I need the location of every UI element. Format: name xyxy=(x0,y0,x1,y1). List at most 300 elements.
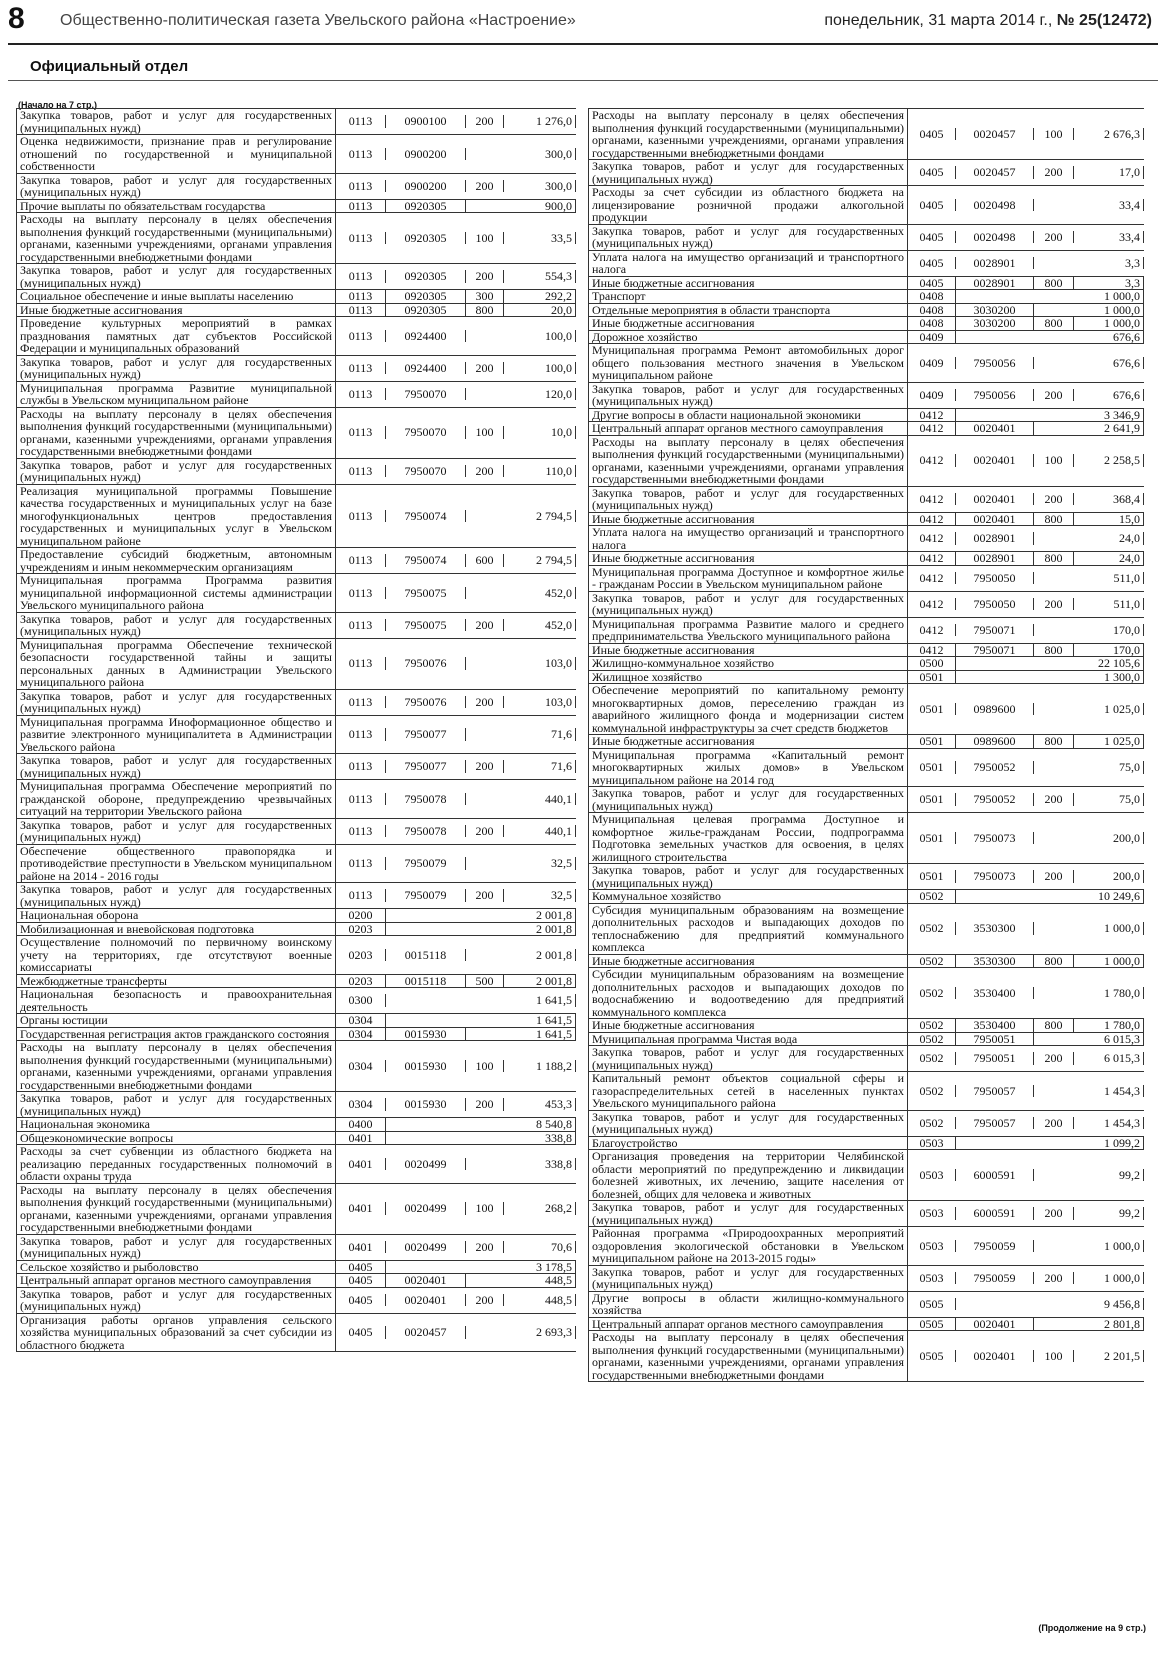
row-code: 0405 xyxy=(908,199,956,212)
row-code: 0113 xyxy=(336,200,386,213)
row-code: 0502 xyxy=(908,1117,956,1130)
table-row xyxy=(16,936,576,975)
row-code: 0405 xyxy=(908,231,956,244)
row-target: 3030200 xyxy=(956,317,1034,330)
table-row xyxy=(588,108,1144,160)
row-target: 7950077 xyxy=(386,728,466,741)
row-target: 0020401 xyxy=(956,1318,1034,1331)
table-row xyxy=(16,1041,576,1092)
row-code: 0501 xyxy=(908,735,956,748)
row-target: 7950052 xyxy=(956,793,1034,806)
row-target: 0015930 xyxy=(386,1098,466,1111)
row-amount: 1 000,0 xyxy=(1074,290,1144,303)
row-amount: 2 676,3 xyxy=(1074,128,1144,141)
row-name: Иные бюджетные ассигнования xyxy=(588,277,908,290)
row-name: Закупка товаров, работ и услуг для государственных (муниципальных нужд) xyxy=(16,1092,336,1117)
table-row xyxy=(16,975,576,989)
row-amount: 1 454,3 xyxy=(1074,1085,1144,1098)
row-name: Мобилизационная и вневойсковая подготовка xyxy=(16,923,336,936)
row-amount: 75,0 xyxy=(1074,793,1144,806)
row-name: Коммунальное хозяйство xyxy=(588,890,908,903)
row-name: Обеспечение мероприятий по капитальному ремонту многоквартирных домов, переселению граждан из аварийного жилищного фонда и модернизации систем коммунальной инфраструктуры за счет средств бюджетов xyxy=(588,684,908,734)
row-amount: 1 025,0 xyxy=(1074,735,1144,748)
table-row xyxy=(588,1318,1144,1332)
row-vr: 200 xyxy=(1034,1052,1074,1065)
row-name: Закупка товаров, работ и услуг для государственных (муниципальных нужд) xyxy=(588,787,908,812)
row-amount: 338,8 xyxy=(504,1132,576,1145)
row-target: 7950074 xyxy=(386,554,466,567)
row-name: Отдельные мероприятия в области транспорта xyxy=(588,304,908,317)
row-target: 7950079 xyxy=(386,889,466,902)
row-name: Закупка товаров, работ и услуг для государственных (муниципальных нужд) xyxy=(588,864,908,889)
row-code: 0113 xyxy=(336,180,386,193)
row-target: 0020499 xyxy=(386,1241,466,1254)
row-target: 7950076 xyxy=(386,657,466,670)
row-amount: 1 025,0 xyxy=(1074,703,1144,716)
table-row xyxy=(588,684,1144,735)
row-code: 0501 xyxy=(908,832,956,845)
row-name: Муниципальная программа Ремонт автомобильных дорог общего пользования местного значения в Увельском муниципальном районе xyxy=(588,344,908,382)
table-row xyxy=(16,1274,576,1288)
row-amount: 2 794,5 xyxy=(504,554,576,567)
row-amount: 32,5 xyxy=(504,857,576,870)
table-row xyxy=(16,408,576,459)
row-name: Иные бюджетные ассигнования xyxy=(588,735,908,748)
row-code: 0304 xyxy=(336,1014,386,1027)
table-row xyxy=(588,1266,1144,1292)
table-row xyxy=(16,264,576,290)
row-name: Предоставление субсидий бюджетным, автономным учреждениям и иным некоммерческим организациям xyxy=(16,548,336,573)
row-name: Организация работы органов управления сельского хозяйства муниципальных образований за счет субсидии из областного бюджета xyxy=(16,1314,336,1352)
row-code: 0405 xyxy=(336,1294,386,1307)
row-amount: 448,5 xyxy=(504,1294,576,1307)
row-name: Расходы на выплату персоналу в целях обеспечения выполнения функций государственными (муниципальными) органами, казенными учреждениями, органами управления государственными внебюджетными фондами xyxy=(588,109,908,159)
row-name: Общеэкономические вопросы xyxy=(16,1132,336,1145)
row-name: Иные бюджетные ассигнования xyxy=(588,552,908,565)
row-code: 0113 xyxy=(336,793,386,806)
row-amount: 900,0 xyxy=(504,200,576,213)
row-vr: 200 xyxy=(466,825,504,838)
row-vr: 800 xyxy=(1034,735,1074,748)
row-amount: 33,4 xyxy=(1074,199,1144,212)
table-row xyxy=(588,251,1144,277)
row-amount: 452,0 xyxy=(504,619,576,632)
table-row xyxy=(16,213,576,264)
row-name: Организация проведения на территории Челябинской области мероприятий по предупреждению и ликвидации болезней животных, их лечению, защите населения от болезней, общих для человека и животных xyxy=(588,1150,908,1200)
row-code: 0113 xyxy=(336,587,386,600)
row-name: Муниципальная программа Программа развития муниципальной информационной системы администрации Увельского муниципального района xyxy=(16,574,336,612)
row-amount: 24,0 xyxy=(1074,532,1144,545)
table-row xyxy=(16,200,576,214)
row-target: 3530300 xyxy=(956,955,1034,968)
issue-date xyxy=(824,12,1152,30)
row-amount: 70,6 xyxy=(504,1241,576,1254)
row-target: 0020401 xyxy=(956,1350,1034,1363)
row-code: 0502 xyxy=(908,1085,956,1098)
row-name: Закупка товаров, работ и услуг для государственных (муниципальных нужд) xyxy=(16,1235,336,1260)
row-name: Дорожное хозяйство xyxy=(588,331,908,344)
row-target: 7950051 xyxy=(956,1052,1034,1065)
row-name: Расходы за счет субсидии из областного бюджета на лицензирование розничной продажи алкогольной продукции xyxy=(588,186,908,224)
row-target: 0020401 xyxy=(956,422,1034,435)
table-row xyxy=(16,135,576,174)
row-amount: 2 201,5 xyxy=(1074,1350,1144,1363)
row-code: 0412 xyxy=(908,572,956,585)
table-row xyxy=(588,566,1144,592)
row-name: Социальное обеспечение и иные выплаты населению xyxy=(16,290,336,303)
row-name: Капитальный ремонт объектов социальной сферы и газораспределительных сетей в населенных пунктах Увельского муниципального района xyxy=(588,1072,908,1110)
row-target: 7950070 xyxy=(386,388,466,401)
row-name: Благоустройство xyxy=(588,1137,908,1150)
row-code: 0400 xyxy=(336,1118,386,1131)
row-code: 0401 xyxy=(336,1241,386,1254)
row-amount: 170,0 xyxy=(1074,644,1144,657)
row-name: Закупка товаров, работ и услуг для государственных (муниципальных нужд) xyxy=(588,383,908,408)
table-row xyxy=(16,574,576,613)
row-amount: 1 300,0 xyxy=(1074,671,1144,684)
row-target: 7950078 xyxy=(386,793,466,806)
row-name: Закупка товаров, работ и услуг для государственных (муниципальных нужд) xyxy=(16,174,336,199)
row-target: 0028901 xyxy=(956,277,1034,290)
row-vr: 800 xyxy=(1034,644,1074,657)
row-amount: 71,6 xyxy=(504,728,576,741)
row-name: Муниципальная целевая программа Доступное и комфортное жилье-гражданам России, подпрограмма Подготовка земельных участков для освоения, в целях жилищного строительства xyxy=(588,813,908,863)
row-name: Национальная безопасность и правоохранительная деятельность xyxy=(16,988,336,1013)
row-code: 0505 xyxy=(908,1298,956,1311)
continued-on-note: (Продолжение на 9 стр.) xyxy=(1038,1623,1146,1633)
table-row xyxy=(16,459,576,485)
table-row xyxy=(588,1227,1144,1266)
row-amount: 3 346,9 xyxy=(1074,409,1144,422)
row-amount: 3,3 xyxy=(1074,277,1144,290)
row-code: 0412 xyxy=(908,624,956,637)
row-name: Центральный аппарат органов местного самоуправления xyxy=(588,422,908,435)
row-amount: 300,0 xyxy=(504,148,576,161)
row-vr: 200 xyxy=(466,760,504,773)
row-code: 0203 xyxy=(336,949,386,962)
table-row xyxy=(16,883,576,909)
row-code: 0113 xyxy=(336,510,386,523)
row-code: 0401 xyxy=(336,1132,386,1145)
table-row xyxy=(588,331,1144,345)
row-amount: 75,0 xyxy=(1074,761,1144,774)
row-vr: 200 xyxy=(466,362,504,375)
row-amount: 554,3 xyxy=(504,270,576,283)
row-vr: 100 xyxy=(1034,1350,1074,1363)
row-vr: 300 xyxy=(466,290,504,303)
row-code: 0304 xyxy=(336,1028,386,1041)
row-amount: 71,6 xyxy=(504,760,576,773)
table-row xyxy=(588,160,1144,186)
row-amount: 6 015,3 xyxy=(1074,1052,1144,1065)
row-target: 0020499 xyxy=(386,1202,466,1215)
row-amount: 2 801,8 xyxy=(1074,1318,1144,1331)
row-code: 0409 xyxy=(908,389,956,402)
table-row xyxy=(588,735,1144,749)
row-vr: 200 xyxy=(1034,1207,1074,1220)
row-code: 0502 xyxy=(908,987,956,1000)
table-row xyxy=(16,1145,576,1184)
row-code: 0304 xyxy=(336,1060,386,1073)
table-row xyxy=(588,552,1144,566)
row-code: 0203 xyxy=(336,975,386,988)
table-row xyxy=(16,1132,576,1146)
masthead xyxy=(0,0,1174,44)
row-code: 0113 xyxy=(336,115,386,128)
row-vr: 800 xyxy=(1034,317,1074,330)
table-row xyxy=(16,1092,576,1118)
row-amount: 33,5 xyxy=(504,232,576,245)
table-row xyxy=(16,1314,576,1353)
row-name: Закупка товаров, работ и услуг для государственных (муниципальных нужд) xyxy=(588,1111,908,1136)
row-vr: 100 xyxy=(466,1202,504,1215)
row-target: 7950052 xyxy=(956,761,1034,774)
row-target: 0920305 xyxy=(386,290,466,303)
row-amount: 1 641,5 xyxy=(504,1014,576,1027)
row-target: 0020457 xyxy=(956,166,1034,179)
row-name: Закупка товаров, работ и услуг для государственных (муниципальных нужд) xyxy=(16,356,336,381)
row-target: 0020498 xyxy=(956,199,1034,212)
row-name: Муниципальная программа Обеспечение технической безопасности государственной тайны и защиты персональных данных в Администрации Увельского муниципального района xyxy=(16,639,336,689)
newspaper-title: Общественно-политическая газета Увельского района «Настроение» xyxy=(60,12,576,29)
row-code: 0300 xyxy=(336,994,386,1007)
row-amount: 15,0 xyxy=(1074,513,1144,526)
row-name: Закупка товаров, работ и услуг для государственных (муниципальных нужд) xyxy=(588,592,908,617)
table-row xyxy=(588,186,1144,225)
row-name: Уплата налога на имущество организаций и транспортного налога xyxy=(588,526,908,551)
table-row xyxy=(588,657,1144,671)
row-code: 0304 xyxy=(336,1098,386,1111)
row-target: 0020457 xyxy=(386,1326,466,1339)
table-row xyxy=(16,108,576,135)
table-row xyxy=(588,1292,1144,1318)
row-code: 0405 xyxy=(336,1274,386,1287)
row-vr: 200 xyxy=(466,465,504,478)
row-code: 0502 xyxy=(908,1033,956,1046)
row-amount: 24,0 xyxy=(1074,552,1144,565)
budget-table-left xyxy=(16,108,576,1352)
row-name: Закупка товаров, работ и услуг для государственных (муниципальных нужд) xyxy=(588,1201,908,1226)
row-code: 0113 xyxy=(336,760,386,773)
table-row xyxy=(16,382,576,408)
row-code: 0113 xyxy=(336,148,386,161)
section-title: Официальный отдел xyxy=(30,58,189,75)
row-name: Закупка товаров, работ и услуг для государственных (муниципальных нужд) xyxy=(588,487,908,512)
row-target: 7950050 xyxy=(956,572,1034,585)
row-amount: 452,0 xyxy=(504,587,576,600)
row-vr: 800 xyxy=(1034,955,1074,968)
table-row xyxy=(16,1184,576,1235)
row-target: 3530400 xyxy=(956,1019,1034,1032)
row-amount: 3 178,5 xyxy=(504,1261,576,1274)
row-target: 7950073 xyxy=(956,870,1034,883)
row-vr: 200 xyxy=(466,1241,504,1254)
row-target: 0015930 xyxy=(386,1028,466,1041)
row-vr: 500 xyxy=(466,975,504,988)
table-row xyxy=(588,904,1144,955)
row-amount: 1 276,0 xyxy=(504,115,576,128)
row-target: 7950076 xyxy=(386,696,466,709)
row-code: 0502 xyxy=(908,1019,956,1032)
row-name: Муниципальная программа Развитие малого и среднего предпринимательства Увельского муниципального района xyxy=(588,618,908,643)
row-target: 7950056 xyxy=(956,357,1034,370)
table-row xyxy=(588,317,1144,331)
row-vr: 200 xyxy=(1034,870,1074,883)
table-row xyxy=(588,644,1144,658)
row-amount: 2 001,8 xyxy=(504,949,576,962)
row-amount: 440,1 xyxy=(504,793,576,806)
row-amount: 3,3 xyxy=(1074,257,1144,270)
row-vr: 200 xyxy=(466,696,504,709)
row-code: 0501 xyxy=(908,703,956,716)
table-row xyxy=(588,422,1144,436)
row-code: 0113 xyxy=(336,857,386,870)
row-target: 7950078 xyxy=(386,825,466,838)
row-name: Субсидия муниципальным образованиям на возмещение дополнительных расходов и выпадающих доходов по теплоснабжению для предприятий коммунального комплекса xyxy=(588,904,908,954)
row-code: 0408 xyxy=(908,290,956,303)
row-name: Центральный аппарат органов местного самоуправления xyxy=(588,1318,908,1331)
row-name: Закупка товаров, работ и услуг для государственных (муниципальных нужд) xyxy=(16,690,336,715)
table-row xyxy=(16,485,576,549)
row-target: 7950050 xyxy=(956,598,1034,611)
row-amount: 2 693,3 xyxy=(504,1326,576,1339)
row-amount: 1 780,0 xyxy=(1074,1019,1144,1032)
row-target: 0900100 xyxy=(386,115,466,128)
row-target: 7950077 xyxy=(386,760,466,773)
row-code: 0500 xyxy=(908,657,956,670)
row-name: Закупка товаров, работ и услуг для государственных (муниципальных нужд) xyxy=(16,754,336,779)
row-amount: 110,0 xyxy=(504,465,576,478)
table-row xyxy=(588,304,1144,318)
table-row xyxy=(16,923,576,937)
table-row xyxy=(16,909,576,923)
row-name: Расходы на выплату персоналу в целях обеспечения выполнения функций государственными (муниципальными) органами, казенными учреждениями, органами управления государственными внебюджетными фондами xyxy=(16,408,336,458)
row-amount: 2 001,8 xyxy=(504,975,576,988)
row-amount: 9 456,8 xyxy=(1074,1298,1144,1311)
row-name: Муниципальная программа Обеспечение мероприятий по гражданской обороне, предупреждению чрезвычайных ситуаций на территории Увельского района xyxy=(16,780,336,818)
row-name: Расходы на выплату персоналу в целях обеспечения выполнения функций государственными (муниципальными) органами, казенными учреждениями, органами управления государственными внебюджетными фондами xyxy=(16,213,336,263)
row-vr: 200 xyxy=(1034,1272,1074,1285)
table-row xyxy=(16,317,576,356)
row-vr: 200 xyxy=(466,115,504,128)
row-name: Расходы на выплату персоналу в целях обеспечения выполнения функций государственными (муниципальными) органами, казенными учреждениями, органами управления государственными внебюджетными фондами xyxy=(16,1184,336,1234)
row-target: 0920305 xyxy=(386,304,466,317)
row-code: 0409 xyxy=(908,357,956,370)
row-vr: 800 xyxy=(1034,1019,1074,1032)
row-amount: 2 641,9 xyxy=(1074,422,1144,435)
row-target: 7950071 xyxy=(956,644,1034,657)
row-code: 0503 xyxy=(908,1240,956,1253)
row-vr: 100 xyxy=(466,232,504,245)
table-row xyxy=(588,1201,1144,1227)
row-code: 0503 xyxy=(908,1272,956,1285)
row-vr: 600 xyxy=(466,554,504,567)
row-amount: 1 188,2 xyxy=(504,1060,576,1073)
row-code: 0412 xyxy=(908,409,956,422)
row-code: 0405 xyxy=(908,277,956,290)
row-target: 0989600 xyxy=(956,703,1034,716)
row-code: 0405 xyxy=(336,1326,386,1339)
row-vr: 800 xyxy=(1034,513,1074,526)
row-name: Органы юстиции xyxy=(16,1014,336,1027)
issue-number: № 25(12472) xyxy=(1056,12,1152,29)
row-code: 0502 xyxy=(908,955,956,968)
row-name: Муниципальная программа Доступное и комфортное жилье - гражданам России в Увельском муниципальном районе xyxy=(588,566,908,591)
row-name: Закупка товаров, работ и услуг для государственных (муниципальных нужд) xyxy=(16,613,336,638)
row-code: 0113 xyxy=(336,889,386,902)
row-name: Муниципальная программа Развитие муниципальной службы в Увельском муниципальном районе xyxy=(16,382,336,407)
row-vr: 800 xyxy=(1034,277,1074,290)
row-code: 0113 xyxy=(336,619,386,632)
row-name: Иные бюджетные ассигнования xyxy=(16,304,336,317)
row-target: 0028901 xyxy=(956,257,1034,270)
row-amount: 100,0 xyxy=(504,330,576,343)
row-name: Расходы за счет субвенции из областного бюджета на реализацию переданных государственных полномочий в области охраны труда xyxy=(16,1145,336,1183)
table-row xyxy=(588,1331,1144,1382)
row-amount: 511,0 xyxy=(1074,598,1144,611)
row-vr: 200 xyxy=(1034,389,1074,402)
row-amount: 1 000,0 xyxy=(1074,1272,1144,1285)
row-name: Закупка товаров, работ и услуг для государственных (муниципальных нужд) xyxy=(588,160,908,185)
row-target: 7950074 xyxy=(386,510,466,523)
row-name: Закупка товаров, работ и услуг для государственных (муниципальных нужд) xyxy=(588,1046,908,1071)
row-target: 7950075 xyxy=(386,619,466,632)
row-code: 0113 xyxy=(336,304,386,317)
row-amount: 1 641,5 xyxy=(504,1028,576,1041)
row-amount: 2 001,8 xyxy=(504,909,576,922)
row-target: 7950070 xyxy=(386,465,466,478)
row-amount: 10 249,6 xyxy=(1074,890,1144,903)
row-name: Закупка товаров, работ и услуг для государственных (муниципальных нужд) xyxy=(16,264,336,289)
masthead-rule xyxy=(8,43,1158,45)
row-code: 0412 xyxy=(908,644,956,657)
row-name: Транспорт xyxy=(588,290,908,303)
row-target: 6000591 xyxy=(956,1207,1034,1220)
row-code: 0113 xyxy=(336,825,386,838)
table-row xyxy=(16,1235,576,1261)
row-amount: 22 105,6 xyxy=(1074,657,1144,670)
row-code: 0113 xyxy=(336,232,386,245)
row-code: 0113 xyxy=(336,657,386,670)
table-row xyxy=(588,277,1144,291)
row-name: Расходы на выплату персоналу в целях обеспечения выполнения функций государственными (муниципальными) органами, казенными учреждениями, органами управления государственными внебюджетными фондами xyxy=(16,1041,336,1091)
table-row xyxy=(16,988,576,1014)
row-amount: 448,5 xyxy=(504,1274,576,1287)
row-amount: 10,0 xyxy=(504,426,576,439)
row-code: 0401 xyxy=(336,1202,386,1215)
row-code: 0405 xyxy=(908,166,956,179)
table-row xyxy=(588,813,1144,864)
table-row xyxy=(588,1072,1144,1111)
page-number: 8 xyxy=(8,2,25,35)
row-name: Иные бюджетные ассигнования xyxy=(588,1019,908,1032)
row-code: 0501 xyxy=(908,761,956,774)
row-code: 0503 xyxy=(908,1169,956,1182)
row-name: Осуществление полномочий по первичному воинскому учету на территориях, где отсутствуют военные комиссариаты xyxy=(16,936,336,974)
row-amount: 200,0 xyxy=(1074,832,1144,845)
row-code: 0113 xyxy=(336,554,386,567)
table-row xyxy=(588,1033,1144,1047)
row-vr: 100 xyxy=(466,1060,504,1073)
table-row xyxy=(588,890,1144,904)
table-row xyxy=(588,409,1144,423)
row-target: 0989600 xyxy=(956,735,1034,748)
table-row xyxy=(588,1019,1144,1033)
table-row xyxy=(588,1111,1144,1137)
row-code: 0412 xyxy=(908,422,956,435)
row-name: Реализация муниципальной программы Повышение качества государственных и муниципальных услуг на базе многофункциональных центров предоставления государственных и муниципальных услуг в Увельском муниципальном районе xyxy=(16,485,336,548)
table-row xyxy=(588,344,1144,383)
